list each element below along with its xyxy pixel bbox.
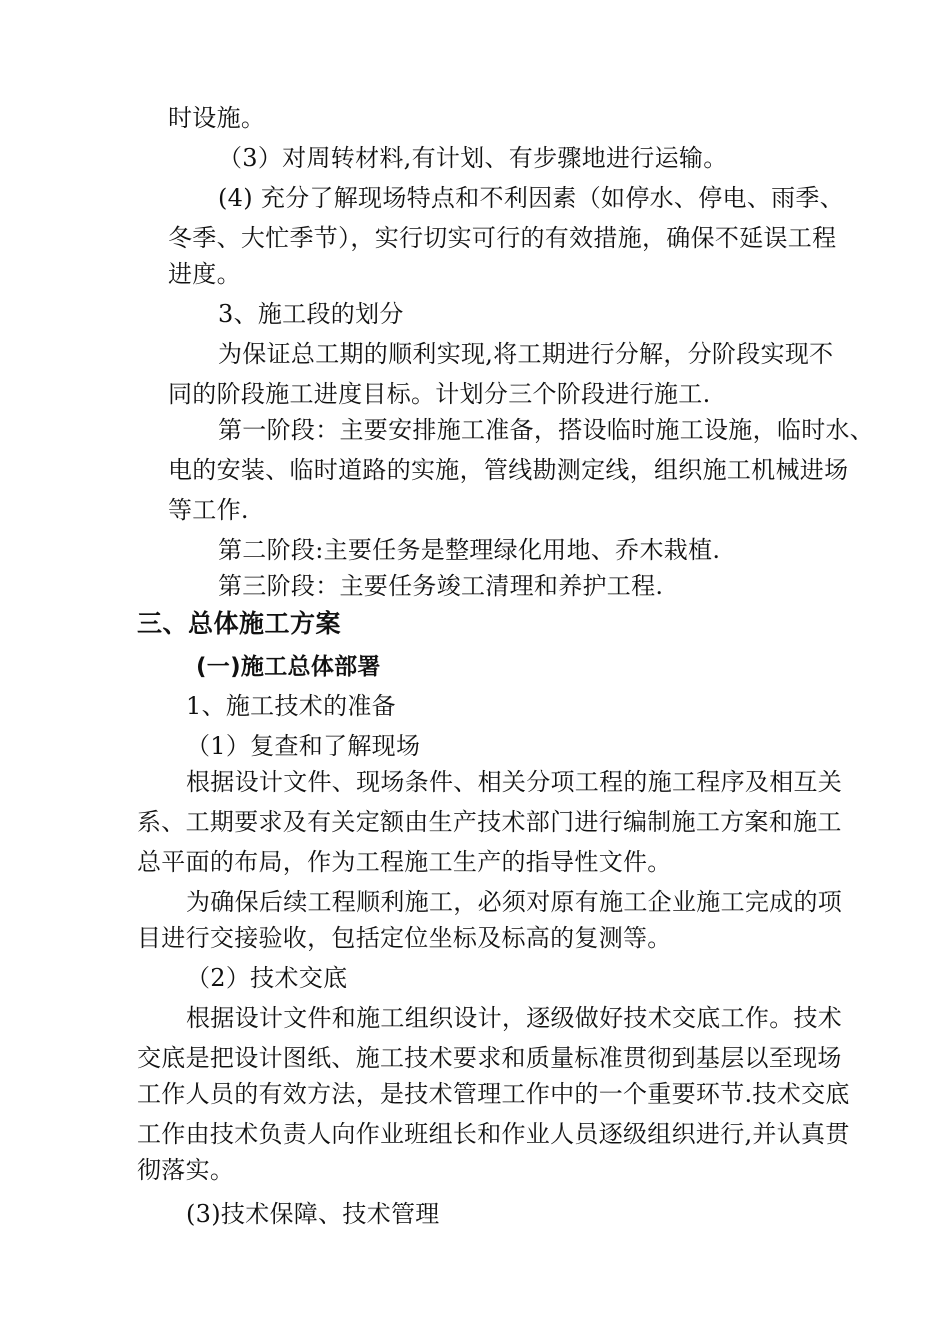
paragraph-line: 交底是把设计图纸、施工技术要求和质量标准贯彻到基层以至现场	[137, 1044, 842, 1072]
list-item: （2）技术交底	[186, 964, 348, 992]
list-item: (4) 充分了解现场特点和不利因素（如停水、停电、雨季、	[218, 184, 845, 212]
paragraph-line: 根据设计文件和施工组织设计，逐级做好技术交底工作。技术	[186, 1004, 843, 1032]
text-line: 时设施。	[168, 104, 266, 132]
text-line: 进度。	[168, 260, 241, 288]
paragraph-line: 第二阶段:主要任务是整理绿化用地、乔木栽植.	[218, 536, 721, 564]
list-item: （1）复查和了解现场	[186, 732, 421, 760]
paragraph-line: 为保证总工期的顺利实现,将工期进行分解，分阶段实现不	[218, 340, 834, 368]
paragraph-line: 同的阶段施工进度目标。计划分三个阶段进行施工.	[168, 380, 711, 408]
chapter-heading: 三、总体施工方案	[137, 609, 342, 638]
paragraph-line: 目进行交接验收，包括定位坐标及标高的复测等。	[137, 924, 672, 952]
subsection-heading: (一)施工总体部署	[196, 654, 381, 680]
paragraph-line: 电的安装、临时道路的实施，管线勘测定线，组织施工机械进场	[168, 456, 849, 484]
list-item: （3）对周转材料,有计划、有步骤地进行运输。	[218, 144, 728, 172]
section-title: 1、施工技术的准备	[186, 692, 396, 720]
paragraph-line: 彻落实。	[137, 1156, 235, 1184]
paragraph-line: 工作人员的有效方法，是技术管理工作中的一个重要环节.技术交底	[137, 1080, 850, 1108]
paragraph-line: 第三阶段：主要任务竣工清理和养护工程.	[218, 572, 664, 600]
paragraph-line: 系、工期要求及有关定额由生产技术部门进行编制施工方案和施工	[137, 808, 842, 836]
paragraph-line: 根据设计文件、现场条件、相关分项工程的施工程序及相互关	[186, 768, 843, 796]
paragraph-line: 为确保后续工程顺利施工，必须对原有施工企业施工完成的项	[186, 888, 843, 916]
paragraph-line: 工作由技术负责人向作业班组长和作业人员逐级组织进行,并认真贯	[137, 1120, 850, 1148]
paragraph-line: 总平面的布局，作为工程施工生产的指导性文件。	[137, 848, 672, 876]
paragraph-line: 第一阶段：主要安排施工准备，搭设临时施工设施，临时水、	[218, 416, 875, 444]
paragraph-line: 等工作.	[168, 496, 249, 524]
list-item: (3)技术保障、技术管理	[186, 1200, 440, 1228]
section-title: 3、施工段的划分	[218, 300, 404, 328]
text-line: 冬季、大忙季节），实行切实可行的有效措施，确保不延误工程	[168, 224, 837, 252]
